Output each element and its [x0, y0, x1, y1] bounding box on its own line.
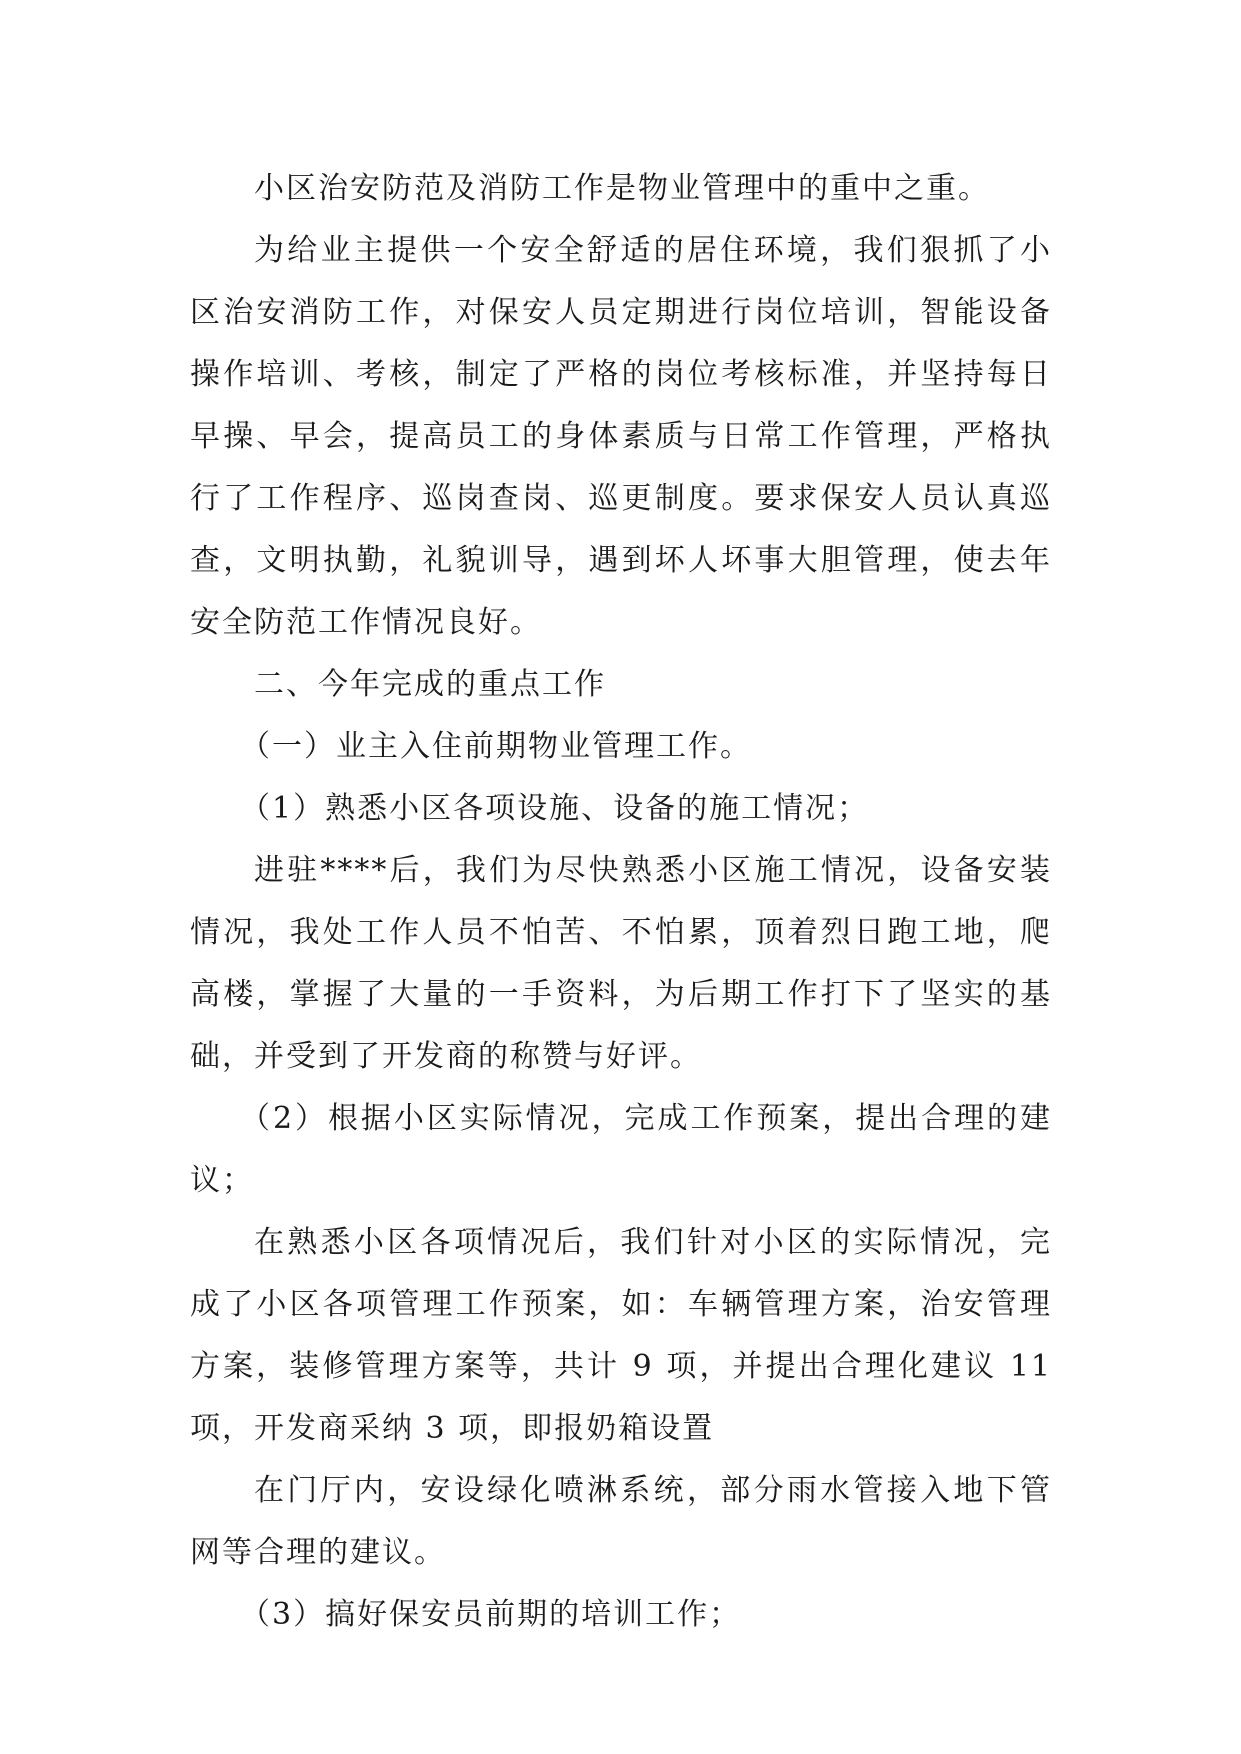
paragraph-security-measures: 为给业主提供一个安全舒适的居住环境，我们狠抓了小区治安消防工作，对保安人员定期进行岗位培训，智能设备操作培训、考核，制定了严格的岗位考核标准，并坚持每日早操、早会，提高员工的身体素质与日常工作管理，严格执行了工作程序、巡岗查岗、巡更制度。要求保安人员认真巡查，文明执勤，礼貌训导，遇到坏人坏事大胆管理，使去年安全防范工作情况良好。 [190, 233, 1052, 640]
paragraph-security-intro: 小区治安防范及消防工作是物业管理中的重中之重。 [254, 171, 990, 206]
paragraph-item-2: 在熟悉小区各项情况后，我们针对小区的实际情况，完成了小区各项管理工作预案，如：车辆管理方案，治安管理方案，装修管理方案等，共计 9 项，并提出合理化建议 11 项，开发商采纳 3 项，即报奶箱设置 [190, 1225, 1052, 1446]
subsection-heading: （一）业主入住前期物业管理工作。 [240, 729, 752, 764]
section-heading: 二、今年完成的重点工作 [254, 667, 606, 702]
paragraph-item-2-continued: 在门厅内，安设绿化喷淋系统，部分雨水管接入地下管网等合理的建议。 [190, 1473, 1052, 1570]
paragraph-item-1: 进驻****后，我们为尽快熟悉小区施工情况，设备安装情况，我处工作人员不怕苦、不怕累，顶着烈日跑工地，爬高楼，掌握了大量的一手资料，为后期工作打下了坚实的基础，并受到了开发商的称赞与好评。 [190, 853, 1052, 1074]
item-heading-3: （3）搞好保安员前期的培训工作； [240, 1597, 742, 1632]
document-body [190, 158, 1052, 1646]
item-heading-1: （1）熟悉小区各项设施、设备的施工情况； [240, 791, 870, 826]
item-heading-2: （2）根据小区实际情况，完成工作预案，提出合理的建议； [190, 1101, 1052, 1198]
